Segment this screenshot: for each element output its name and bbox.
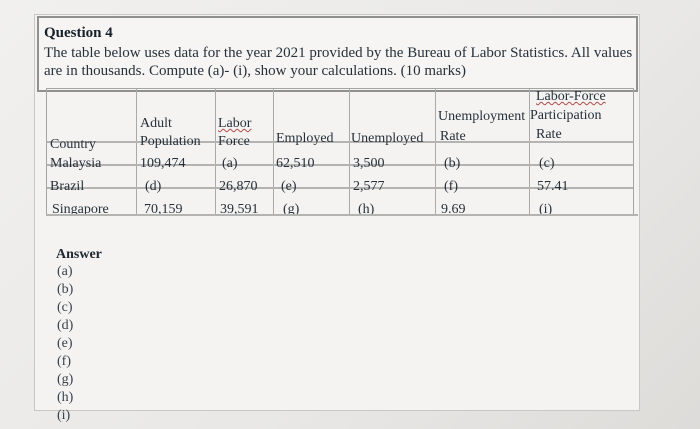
answer-item: (f) [57,354,71,369]
header-adult-population-line1: Adult [140,116,172,131]
header-adult-population-line2: Population [140,134,201,149]
table-cell: 62,510 [276,156,315,171]
table-cell: (e) [281,179,297,194]
table-cell: 9.69 [441,202,466,217]
table-row-country: Brazil [50,179,85,194]
column-divider [273,89,274,215]
header-unemployment-rate-line1: Unemployment [438,109,526,124]
header-labor-force-line1: Labor [218,116,252,131]
table-cell: 26,870 [219,179,258,194]
answer-item: (c) [57,300,73,315]
table-cell: (d) [145,179,162,194]
table-cell: (i) [539,202,553,217]
answer-item: (g) [57,372,74,387]
header-participation-rate-line3: Rate [536,127,562,142]
table-row-country: Singapore [52,202,109,217]
answer-title: Answer [56,247,102,262]
table-cell: 2,577 [353,179,385,194]
question-text: The table below uses data for the year 2021 provided by the Bureau of Labor Statistics. All values are in thousands. Compute (a)- (i), show your calculations. (10 marks) [44,45,633,79]
table-cell: 57.41 [537,179,569,194]
answer-item: (d) [57,318,74,333]
answer-item: (h) [57,390,74,405]
table-cell: 109,474 [140,156,186,171]
table-row-country: Malaysia [50,156,102,171]
table-cell: 3,500 [353,156,385,171]
column-divider [349,89,350,215]
table-cell: (c) [539,156,555,171]
table-cell: (f) [444,179,458,194]
header-participation-rate-line2: Participation [530,108,602,123]
answer-item: (b) [57,282,74,297]
table-cell: (b) [444,156,461,171]
header-unemployed: Unemployed [351,131,424,146]
header-participation-rate-line1: Labor-Force [536,89,606,104]
header-unemployment-rate-line2: Rate [440,129,466,144]
table-cell: (g) [283,202,300,217]
question-title: Question 4 [44,25,113,41]
header-employed: Employed [276,131,334,146]
column-divider [435,89,436,215]
header-labor-force-line2: Force [218,134,250,149]
answer-box [46,214,638,411]
answer-item: (a) [57,264,73,279]
answer-item: (e) [57,336,73,351]
answer-item: (i) [57,408,71,423]
table-cell: 70,159 [144,202,183,217]
table-cell: (h) [358,202,375,217]
table-cell: 39,591 [220,202,259,217]
header-country: Country [50,137,96,152]
table-cell: (a) [222,156,238,171]
column-divider [215,89,216,215]
column-divider [136,89,137,215]
